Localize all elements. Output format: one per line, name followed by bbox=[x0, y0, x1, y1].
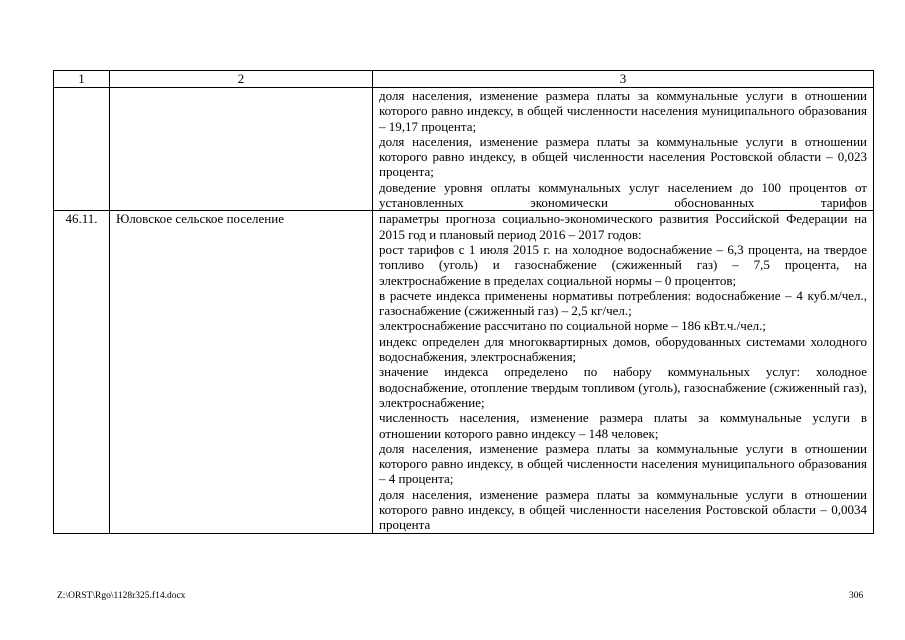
table-header-row bbox=[54, 71, 874, 88]
footer-file-path: Z:\ORST\Rgo\1128r325.f14.docx bbox=[57, 591, 186, 601]
row-number: 46.11. bbox=[54, 211, 110, 533]
content-paragraph: доведение уровня оплаты коммунальных услуг населением до 100 процентов от установленных экономически обоснованных тарифов bbox=[379, 179, 867, 211]
content-paragraph: индекс определен для многоквартирных домов, оборудованных системами холодного водоснабжения, электроснабжения; bbox=[379, 333, 867, 365]
content-paragraph: в расчете индекса применены нормативы потребления: водоснабжение – 4 куб.м/чел., газоснабжение (сжиженный газ) – 2,5 кг/чел.; bbox=[379, 287, 867, 319]
header-col-2: 2 bbox=[110, 71, 373, 88]
tariff-table bbox=[53, 70, 874, 534]
footer-page-number: 306 bbox=[849, 591, 864, 601]
table-row-continuation bbox=[54, 88, 874, 211]
content-paragraph: численность населения, изменение размера платы за коммунальные услуги в отношении которого равно индексу – 148 человек; bbox=[379, 410, 867, 441]
row-content bbox=[373, 211, 874, 533]
content-paragraph: доля населения, изменение размера платы за коммунальные услуги в отношении которого равно индексу, в общей численности населения Ростовской области – 0,0034 процента bbox=[379, 486, 867, 533]
table-row bbox=[54, 211, 874, 533]
header-col-1: 1 bbox=[54, 71, 110, 88]
content-paragraph: электроснабжение рассчитано по социальной норме – 186 кВт.ч./чел.; bbox=[379, 318, 766, 334]
content-paragraph: рост тарифов с 1 июля 2015 г. на холодное водоснабжение – 6,3 процента, на твердое топливо (уголь) и газоснабжение (сжиженный газ) – 7,5 процента, на электроснабжение в пределах социальной нормы – 0 процентов; bbox=[379, 241, 867, 288]
settlement-name bbox=[110, 88, 373, 211]
content-paragraph: доля населения, изменение размера платы за коммунальные услуги в отношении которого равно индексу, в общей численности населения муниципального образования – 4 процента; bbox=[379, 440, 867, 487]
header-col-3: 3 bbox=[373, 71, 874, 88]
row-number bbox=[54, 88, 110, 211]
content-paragraph: доля населения, изменение размера платы за коммунальные услуги в отношении которого равно индексу, в общей численности населения муниципального образования – 19,17 процента; bbox=[379, 88, 867, 134]
settlement-name: Юловское сельское поселение bbox=[110, 211, 373, 533]
content-paragraph: доля населения, изменение размера платы за коммунальные услуги в отношении которого равно индексу, в общей численности населения Ростовской области – 0,023 процента; bbox=[379, 133, 867, 180]
content-paragraph: значение индекса определено по набору коммунальных услуг: холодное водоснабжение, отопление твердым топливом (уголь), газоснабжение (сжиженный газ), электроснабжение; bbox=[379, 364, 867, 410]
content-paragraph: параметры прогноза социально-экономического развития Российской Федерации на 2015 год и плановый период 2016 – 2017 годов: bbox=[379, 211, 867, 242]
row-content bbox=[373, 88, 874, 211]
